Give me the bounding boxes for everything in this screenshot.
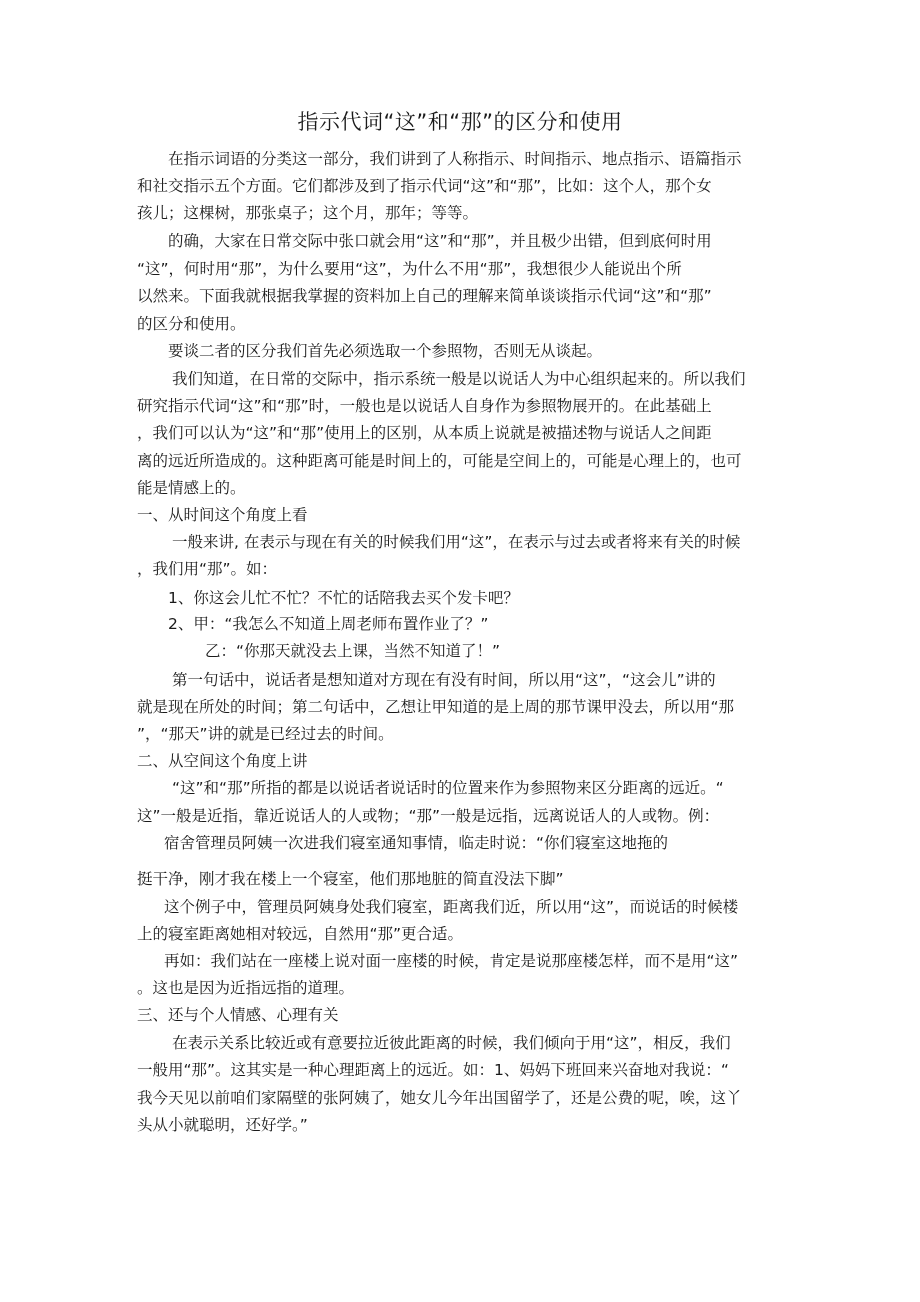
section-heading: 一、从时间这个角度上看 xyxy=(137,506,308,524)
document-title: 指示代词“这”和“那”的区分和使用 xyxy=(297,110,623,134)
paragraph-line: 我们知道，在日常的交际中，指示系统一般是以说话人为中心组织起来的。所以我们 xyxy=(172,370,746,388)
paragraph-line: 要谈二者的区分我们首先必须选取一个参照物，否则无从谈起。 xyxy=(168,342,603,360)
example-line: 2、甲：“我怎么不知道上周老师布置作业了？” xyxy=(168,615,489,633)
paragraph-line: 上的寝室距离她相对较远，自然用“那”更合适。 xyxy=(137,925,464,943)
paragraph-line: 头从小就聪明，还好学。” xyxy=(137,1116,308,1134)
example-line: 1、你这会儿忙不忙？不忙的话陪我去买个发卡吧？ xyxy=(168,589,519,607)
paragraph-line: 的确，大家在日常交际中张口就会用“这”和“那”，并且极少出错，但到底何时用 xyxy=(168,232,712,250)
paragraph-line: 这”一般是近指，靠近说话人的人或物；“那”一般是远指，远离说话人的人或物。例： xyxy=(137,807,720,825)
paragraph-line: 第一句话中，说话者是想知道对方现在有没有时间，所以用“这”，“这会儿”讲的 xyxy=(172,671,716,689)
paragraph-line: ，我们可以认为“这”和“那”使用上的区别，从本质上说就是被描述物与说话人之间距 xyxy=(137,424,712,442)
paragraph-line: “这”，何时用“那”，为什么要用“这”，为什么不用“那”，我想很少人能说出个所 xyxy=(137,260,682,278)
paragraph-line: 和社交指示五个方面。它们都涉及到了指示代词“这”和“那”，比如：这个人，那个女 xyxy=(137,177,712,195)
paragraph-line: 这个例子中，管理员阿姨身处我们寝室，距离我们近，所以用“这”，而说话的时候楼 xyxy=(164,898,739,916)
paragraph-line: 在指示词语的分类这一部分，我们讲到了人称指示、时间指示、地点指示、语篇指示 xyxy=(168,150,742,168)
paragraph-line: “这”和“那”所指的都是以说话者说话时的位置来作为参照物来区分距离的远近。“ xyxy=(172,779,724,797)
paragraph-line: 孩儿；这棵树，那张桌子；这个月，那年；等等。 xyxy=(137,204,479,222)
paragraph-line: 离的远近所造成的。这种距离可能是时间上的，可能是空间上的，可能是心理上的，也可 xyxy=(137,452,742,470)
section-heading: 三、还与个人情感、心理有关 xyxy=(137,1006,339,1024)
paragraph-line: 宿舍管理员阿姨一次进我们寝室通知事情，临走时说：“你们寝室这地拖的 xyxy=(164,834,669,852)
paragraph-line: 再如：我们站在一座楼上说对面一座楼的时候，肯定是说那座楼怎样，而不是用“这” xyxy=(164,952,739,970)
example-line: 乙：“你那天就没去上课，当然不知道了！” xyxy=(205,642,501,660)
paragraph-line: 一般来讲, 在表示与现在有关的时候我们用“这”，在表示与过去或者将来有关的时候 xyxy=(172,533,741,551)
paragraph-line: 在表示关系比较近或有意要拉近彼此距离的时候，我们倾向于用“这”，相反，我们 xyxy=(172,1034,731,1052)
paragraph-line: 一般用“那”。这其实是一种心理距离上的远近。如：1、妈妈下班回来兴奋地对我说：“ xyxy=(137,1061,729,1079)
paragraph-line: ，我们用“那”。如： xyxy=(137,560,278,578)
section-heading: 二、从空间这个角度上讲 xyxy=(137,752,308,770)
paragraph-line: 研究指示代词“这”和“那”时，一般也是以说话人自身作为参照物展开的。在此基础上 xyxy=(137,397,712,415)
paragraph-line: 挺干净，刚才我在楼上一个寝室，他们那地脏的简直没法下脚” xyxy=(137,870,564,888)
paragraph-line: 我今天见以前咱们家隔壁的张阿姨了，她女儿今年出国留学了，还是公费的呢，唉，这丫 xyxy=(137,1089,742,1107)
paragraph-line: 能是情感上的。 xyxy=(137,479,246,497)
paragraph-line: 。这也是因为近指远指的道理。 xyxy=(137,979,355,997)
paragraph-line: 以然来。下面我就根据我掌握的资料加上自己的理解来简单谈谈指示代词“这”和“那” xyxy=(137,287,712,305)
paragraph-line: ”，“那天”讲的就是已经过去的时间。 xyxy=(137,725,394,743)
paragraph-line: 就是现在所处的时间；第二句话中，乙想让甲知道的是上周的那节课甲没去，所以用“那 xyxy=(137,698,735,716)
paragraph-line: 的区分和使用。 xyxy=(137,315,246,333)
